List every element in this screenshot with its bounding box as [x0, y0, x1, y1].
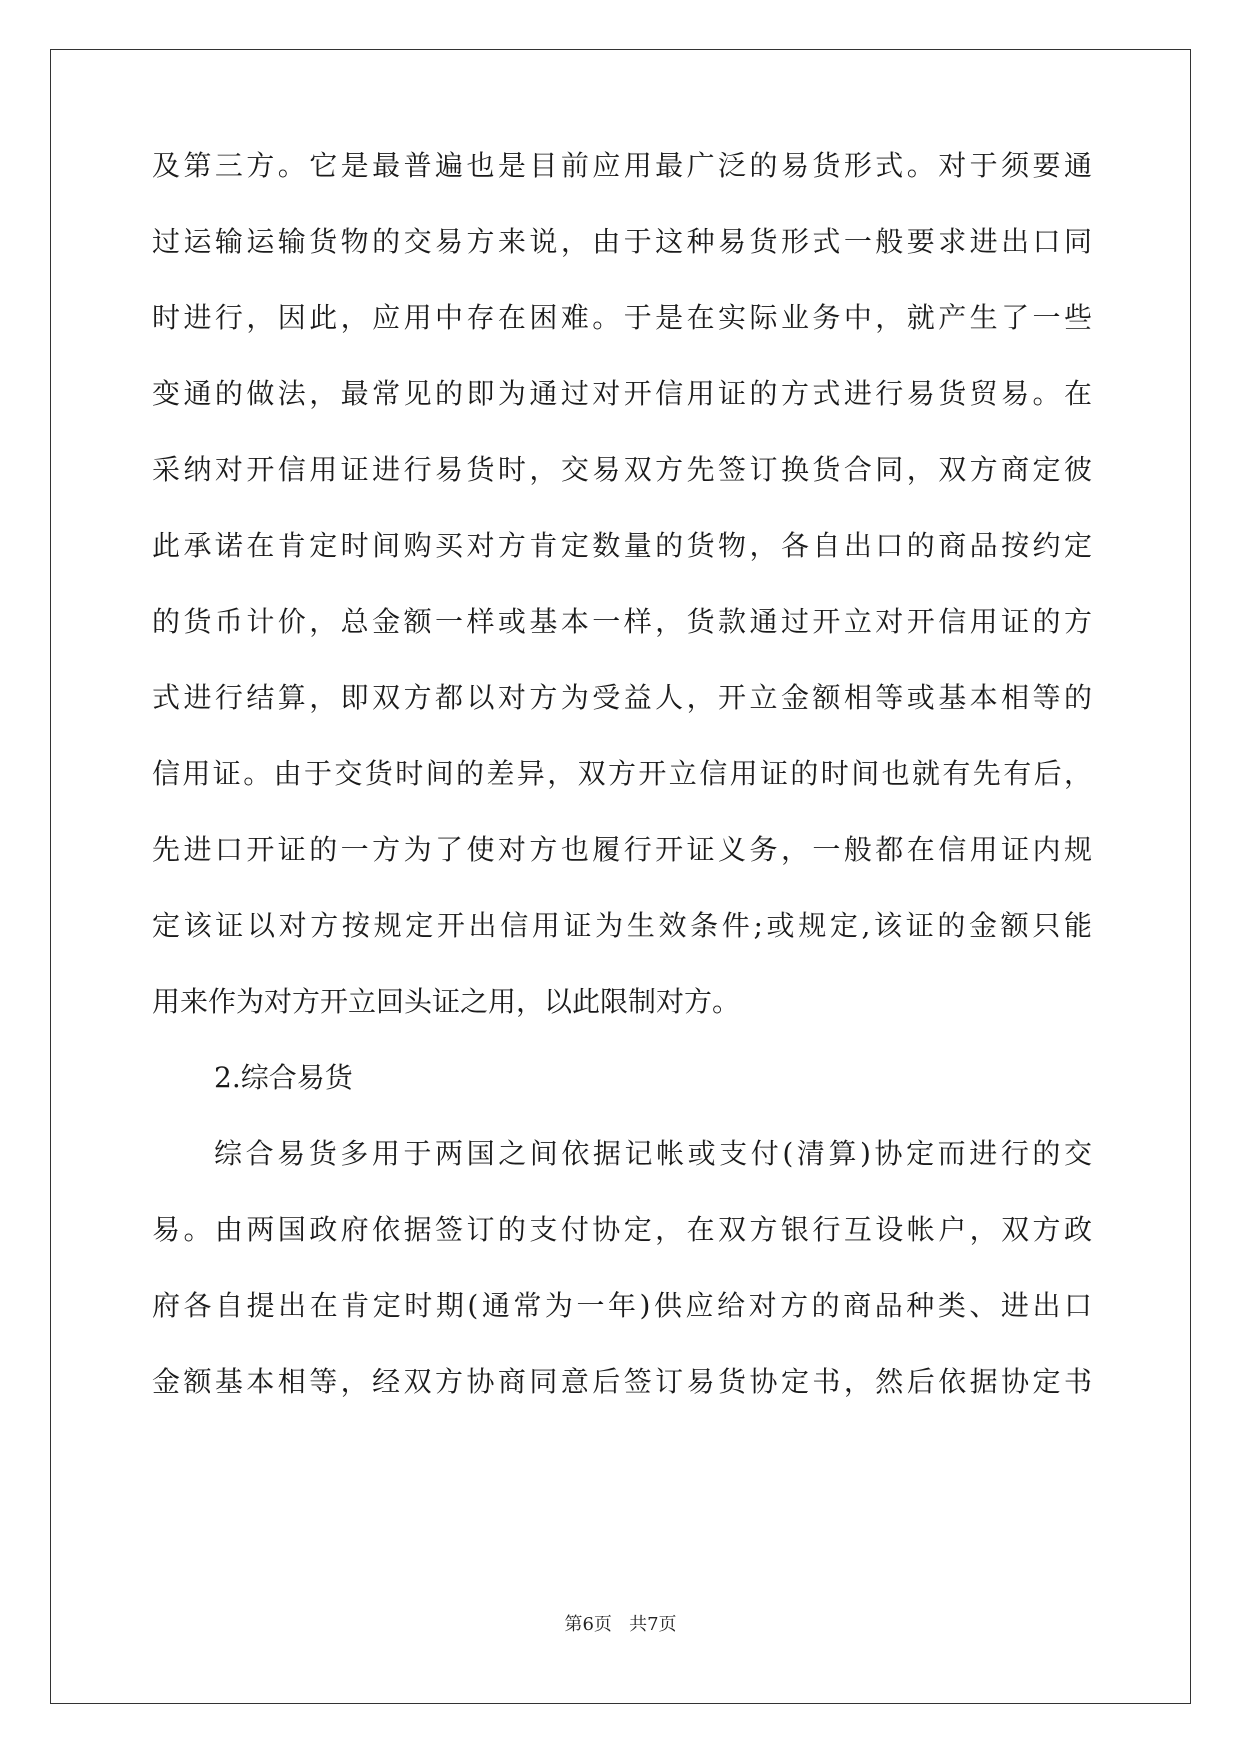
section-heading: 2.综合易货	[214, 1061, 353, 1094]
page-footer	[0, 1610, 1241, 1636]
total-pages-suffix: 页	[658, 1614, 677, 1635]
text-line: 此承诺在肯定时间购买对方肯定数量的货物，各自出口的商品按约定	[152, 529, 1092, 562]
text-line: 先进口开证的一方为了使对方也履行开证义务，一般都在信用证内规	[152, 833, 1092, 866]
text-line: 采纳对开信用证进行易货时，交易双方先签订换货合同，双方商定彼	[152, 453, 1092, 486]
text-line: 金额基本相等，经双方协商同意后签订易货协定书，然后依据协定书	[152, 1365, 1092, 1398]
total-pages-count: 7	[647, 1614, 659, 1635]
text-line: 信用证。由于交货时间的差异，双方开立信用证的时间也就有先有后，	[152, 757, 1092, 790]
text-line: 用来作为对方开立回头证之用，以此限制对方。	[152, 985, 741, 1018]
text-line: 易。由两国政府依据签订的支付协定，在双方银行互设帐户，双方政	[152, 1213, 1092, 1246]
text-line: 时进行，因此，应用中存在困难。于是在实际业务中，就产生了一些	[152, 301, 1092, 334]
text-line: 变通的做法，最常见的即为通过对开信用证的方式进行易货贸易。在	[152, 377, 1092, 410]
text-line: 式进行结算，即双方都以对方为受益人，开立金额相等或基本相等的	[152, 681, 1092, 714]
page-number-current: 6	[582, 1614, 594, 1635]
page-number-prefix: 第	[564, 1614, 583, 1635]
text-line: 及第三方。它是最普遍也是目前应用最广泛的易货形式。对于须要通	[152, 149, 1092, 182]
text-line: 府各自提出在肯定时期(通常为一年)供应给对方的商品种类、进出口	[152, 1289, 1092, 1322]
text-line: 综合易货多用于两国之间依据记帐或支付(清算)协定而进行的交	[214, 1137, 1092, 1170]
text-line: 定该证以对方按规定开出信用证为生效条件;或规定,该证的金额只能	[152, 909, 1092, 942]
page-number-suffix: 页	[593, 1614, 612, 1635]
text-line: 的货币计价，总金额一样或基本一样，货款通过开立对开信用证的方	[152, 605, 1092, 638]
text-line: 过运输运输货物的交易方来说，由于这种易货形式一般要求进出口同	[152, 225, 1092, 258]
total-pages-prefix: 共	[629, 1614, 648, 1635]
